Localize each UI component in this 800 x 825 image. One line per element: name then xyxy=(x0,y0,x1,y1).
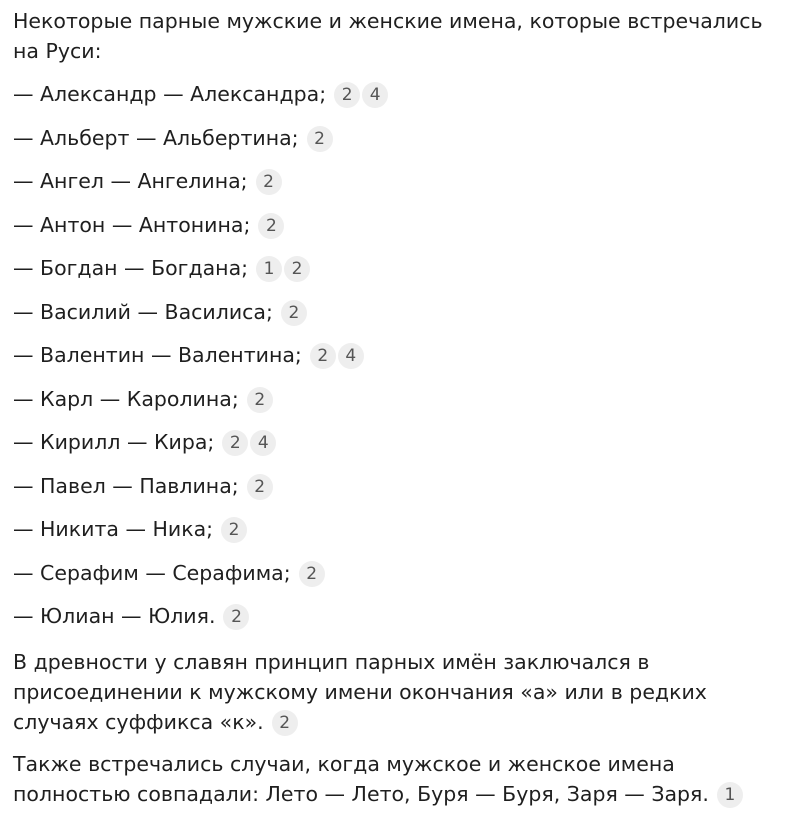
list-item-text: — Ангел — Ангелина; xyxy=(13,169,248,193)
source-ref-badge[interactable]: 2 xyxy=(222,430,248,456)
list-item-text: — Александр — Александра; xyxy=(13,82,327,106)
list-item xyxy=(13,471,793,515)
source-ref-badge[interactable]: 2 xyxy=(256,169,282,195)
source-ref-badge[interactable]: 2 xyxy=(281,300,307,326)
list-item xyxy=(13,297,793,341)
list-item-text: — Кирилл — Кира; xyxy=(13,430,215,454)
paragraph-text: В древности у славян принцип парных имён заключался в присоединении к мужскому имени окончания «а» или в редких случаях суффикса «к». xyxy=(13,649,707,734)
source-ref-badge[interactable]: 2 xyxy=(310,343,336,369)
list-item-text: — Карл — Каролина; xyxy=(13,386,239,411)
paragraph-paired-names-origin xyxy=(13,647,793,737)
list-item xyxy=(13,123,793,167)
list-item xyxy=(13,384,793,428)
list-item-text: — Валентин — Валентина; xyxy=(13,343,302,367)
list-item xyxy=(13,210,793,254)
source-ref-badge[interactable]: 4 xyxy=(362,82,388,108)
list-item-text: — Антон — Антонина; xyxy=(13,212,251,237)
source-ref-badge[interactable]: 4 xyxy=(250,430,276,456)
intro-text: Некоторые парные мужские и женские имена, которые встречались на Руси: xyxy=(13,9,763,63)
source-ref-badge[interactable]: 2 xyxy=(258,213,284,239)
paragraph-identical-names xyxy=(13,749,793,809)
source-ref-badge[interactable]: 2 xyxy=(221,517,247,543)
source-ref-badge[interactable]: 2 xyxy=(299,561,325,587)
source-ref-badge[interactable]: 2 xyxy=(247,474,273,500)
names-list xyxy=(13,79,793,645)
source-ref-badge[interactable]: 2 xyxy=(284,256,310,282)
list-item xyxy=(13,253,793,297)
list-item-text: — Никита — Ника; xyxy=(13,517,214,541)
source-ref-badge[interactable]: 1 xyxy=(717,782,743,808)
list-item xyxy=(13,558,793,602)
list-item-text: — Василий — Василиса; xyxy=(13,299,273,324)
list-item xyxy=(13,427,793,471)
list-item-text: — Альберт — Альбертина; xyxy=(13,125,299,150)
source-ref-badge[interactable]: 4 xyxy=(338,343,364,369)
paragraph-text: Также встречались случаи, когда мужское и женское имена полностью совпадали: Лето — Лето, Буря — Буря, Заря — Заря. xyxy=(13,751,709,806)
source-ref-badge[interactable]: 1 xyxy=(256,256,282,282)
list-item xyxy=(13,79,793,123)
list-item-text: — Богдан — Богдана; xyxy=(13,256,249,280)
source-ref-badge[interactable]: 2 xyxy=(334,82,360,108)
source-ref-badge[interactable]: 2 xyxy=(223,604,249,630)
list-item xyxy=(13,166,793,210)
list-item-text: — Юлиан — Юлия. xyxy=(13,604,216,628)
list-item xyxy=(13,514,793,558)
list-item xyxy=(13,340,793,384)
list-item xyxy=(13,601,793,645)
source-ref-badge[interactable]: 2 xyxy=(272,710,298,736)
answer-content xyxy=(13,6,793,809)
source-ref-badge[interactable]: 2 xyxy=(307,126,333,152)
source-ref-badge[interactable]: 2 xyxy=(247,387,273,413)
list-item-text: — Павел — Павлина; xyxy=(13,473,239,498)
list-item-text: — Серафим — Серафима; xyxy=(13,560,291,585)
